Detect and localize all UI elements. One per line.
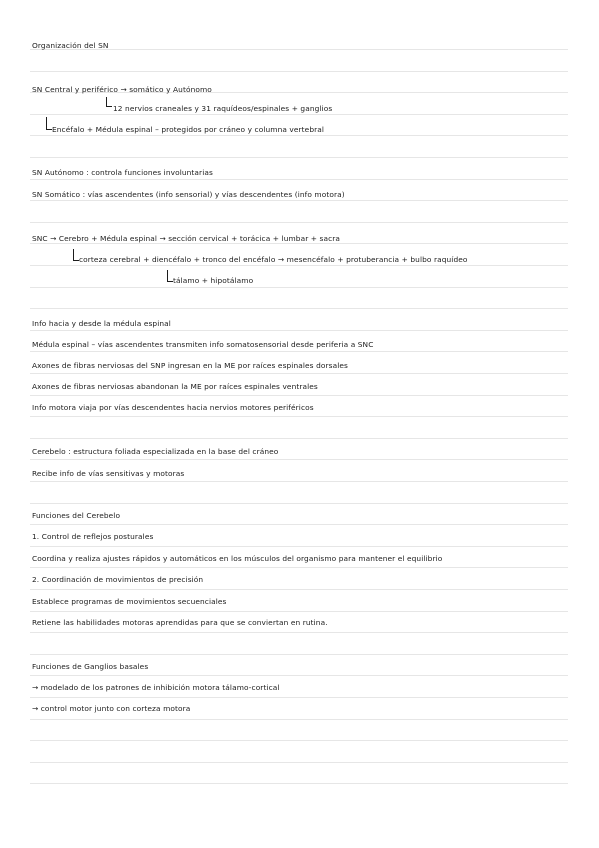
note-line: SNC → Cerebro + Médula espinal → sección cervical + torácica + lumbar + sacra [32,234,341,243]
ruled-line [30,632,568,633]
ruled-line [30,222,568,223]
note-title: Organización del SN [32,41,109,50]
section-heading: Info hacia y desde la médula espinal [32,319,171,328]
ruled-line [30,459,568,460]
branch-connector [106,97,112,107]
ruled-line [30,740,568,741]
ruled-line [30,49,568,50]
ruled-line [30,71,568,72]
ruled-line [30,114,568,115]
note-line-indented: 12 nervios craneales y 31 raquídeos/espinales + ganglios [113,104,333,113]
note-line: Retiene las habilidades motoras aprendidas para que se conviertan en rutina. [32,618,328,627]
ruled-line [30,654,568,655]
note-line: Coordina y realiza ajustes rápidos y automáticos en los músculos del organismo para mantener el equilibrio [32,554,443,563]
note-line: SN Central y periférico → somático y Autónomo [32,85,212,94]
ruled-line [30,135,568,136]
ruled-line [30,503,568,504]
ruled-line [30,179,568,180]
ruled-line [30,438,568,439]
note-line-indented: corteza cerebral + diencéfalo + tronco del encéfalo → mesencéfalo + protuberancia + bulbo raquídeo [79,255,468,264]
note-line: Axones de fibras nerviosas abandonan la ME por raíces espinales ventrales [32,382,318,391]
note-line-indented: Encéfalo + Médula espinal – protegidos por cráneo y columna vertebral [52,125,325,134]
ruled-line [30,481,568,482]
note-line: Médula espinal – vías ascendentes transmiten info somatosensorial desde periferia a SNC [32,340,374,349]
note-line: SN Somático : vías ascendentes (info sensorial) y vías descendentes (info motora) [32,190,345,199]
ruled-line [30,697,568,698]
ruled-line [30,200,568,201]
note-line: Info motora viaja por vías descendentes hacia nervios motores periféricos [32,403,314,412]
note-line: Establece programas de movimientos secuenciales [32,597,227,606]
ruled-line [30,783,568,784]
note-line: Recibe info de vías sensitivas y motoras [32,469,185,478]
note-line: Axones de fibras nerviosas del SNP ingresan en la ME por raíces espinales dorsales [32,361,348,370]
ruled-line [30,265,568,266]
ruled-line [30,157,568,158]
note-line: → modelado de los patrones de inhibición motora tálamo-cortical [32,683,280,692]
note-line: → control motor junto con corteza motora [32,704,191,713]
ruled-line [30,373,568,374]
ruled-line [30,330,568,331]
ruled-line [30,395,568,396]
ruled-line [30,675,568,676]
ruled-line [30,589,568,590]
ruled-line [30,287,568,288]
ruled-line [30,351,568,352]
ruled-line [30,567,568,568]
note-line: Cerebelo : estructura foliada especializada en la base del cráneo [32,447,279,456]
ruled-line [30,546,568,547]
ruled-line [30,719,568,720]
note-line: SN Autónomo : controla funciones involuntarias [32,168,213,177]
ruled-line [30,611,568,612]
ruled-line [30,524,568,525]
ruled-line [30,416,568,417]
note-line-indented: tálamo + hipotálamo [173,276,254,285]
ruled-line [30,308,568,309]
section-heading: Funciones del Cerebelo [32,511,121,520]
note-line: 1. Control de reflejos posturales [32,532,154,541]
section-heading: Funciones de Ganglios basales [32,662,149,671]
note-line: 2. Coordinación de movimientos de precisión [32,575,204,584]
ruled-line [30,762,568,763]
